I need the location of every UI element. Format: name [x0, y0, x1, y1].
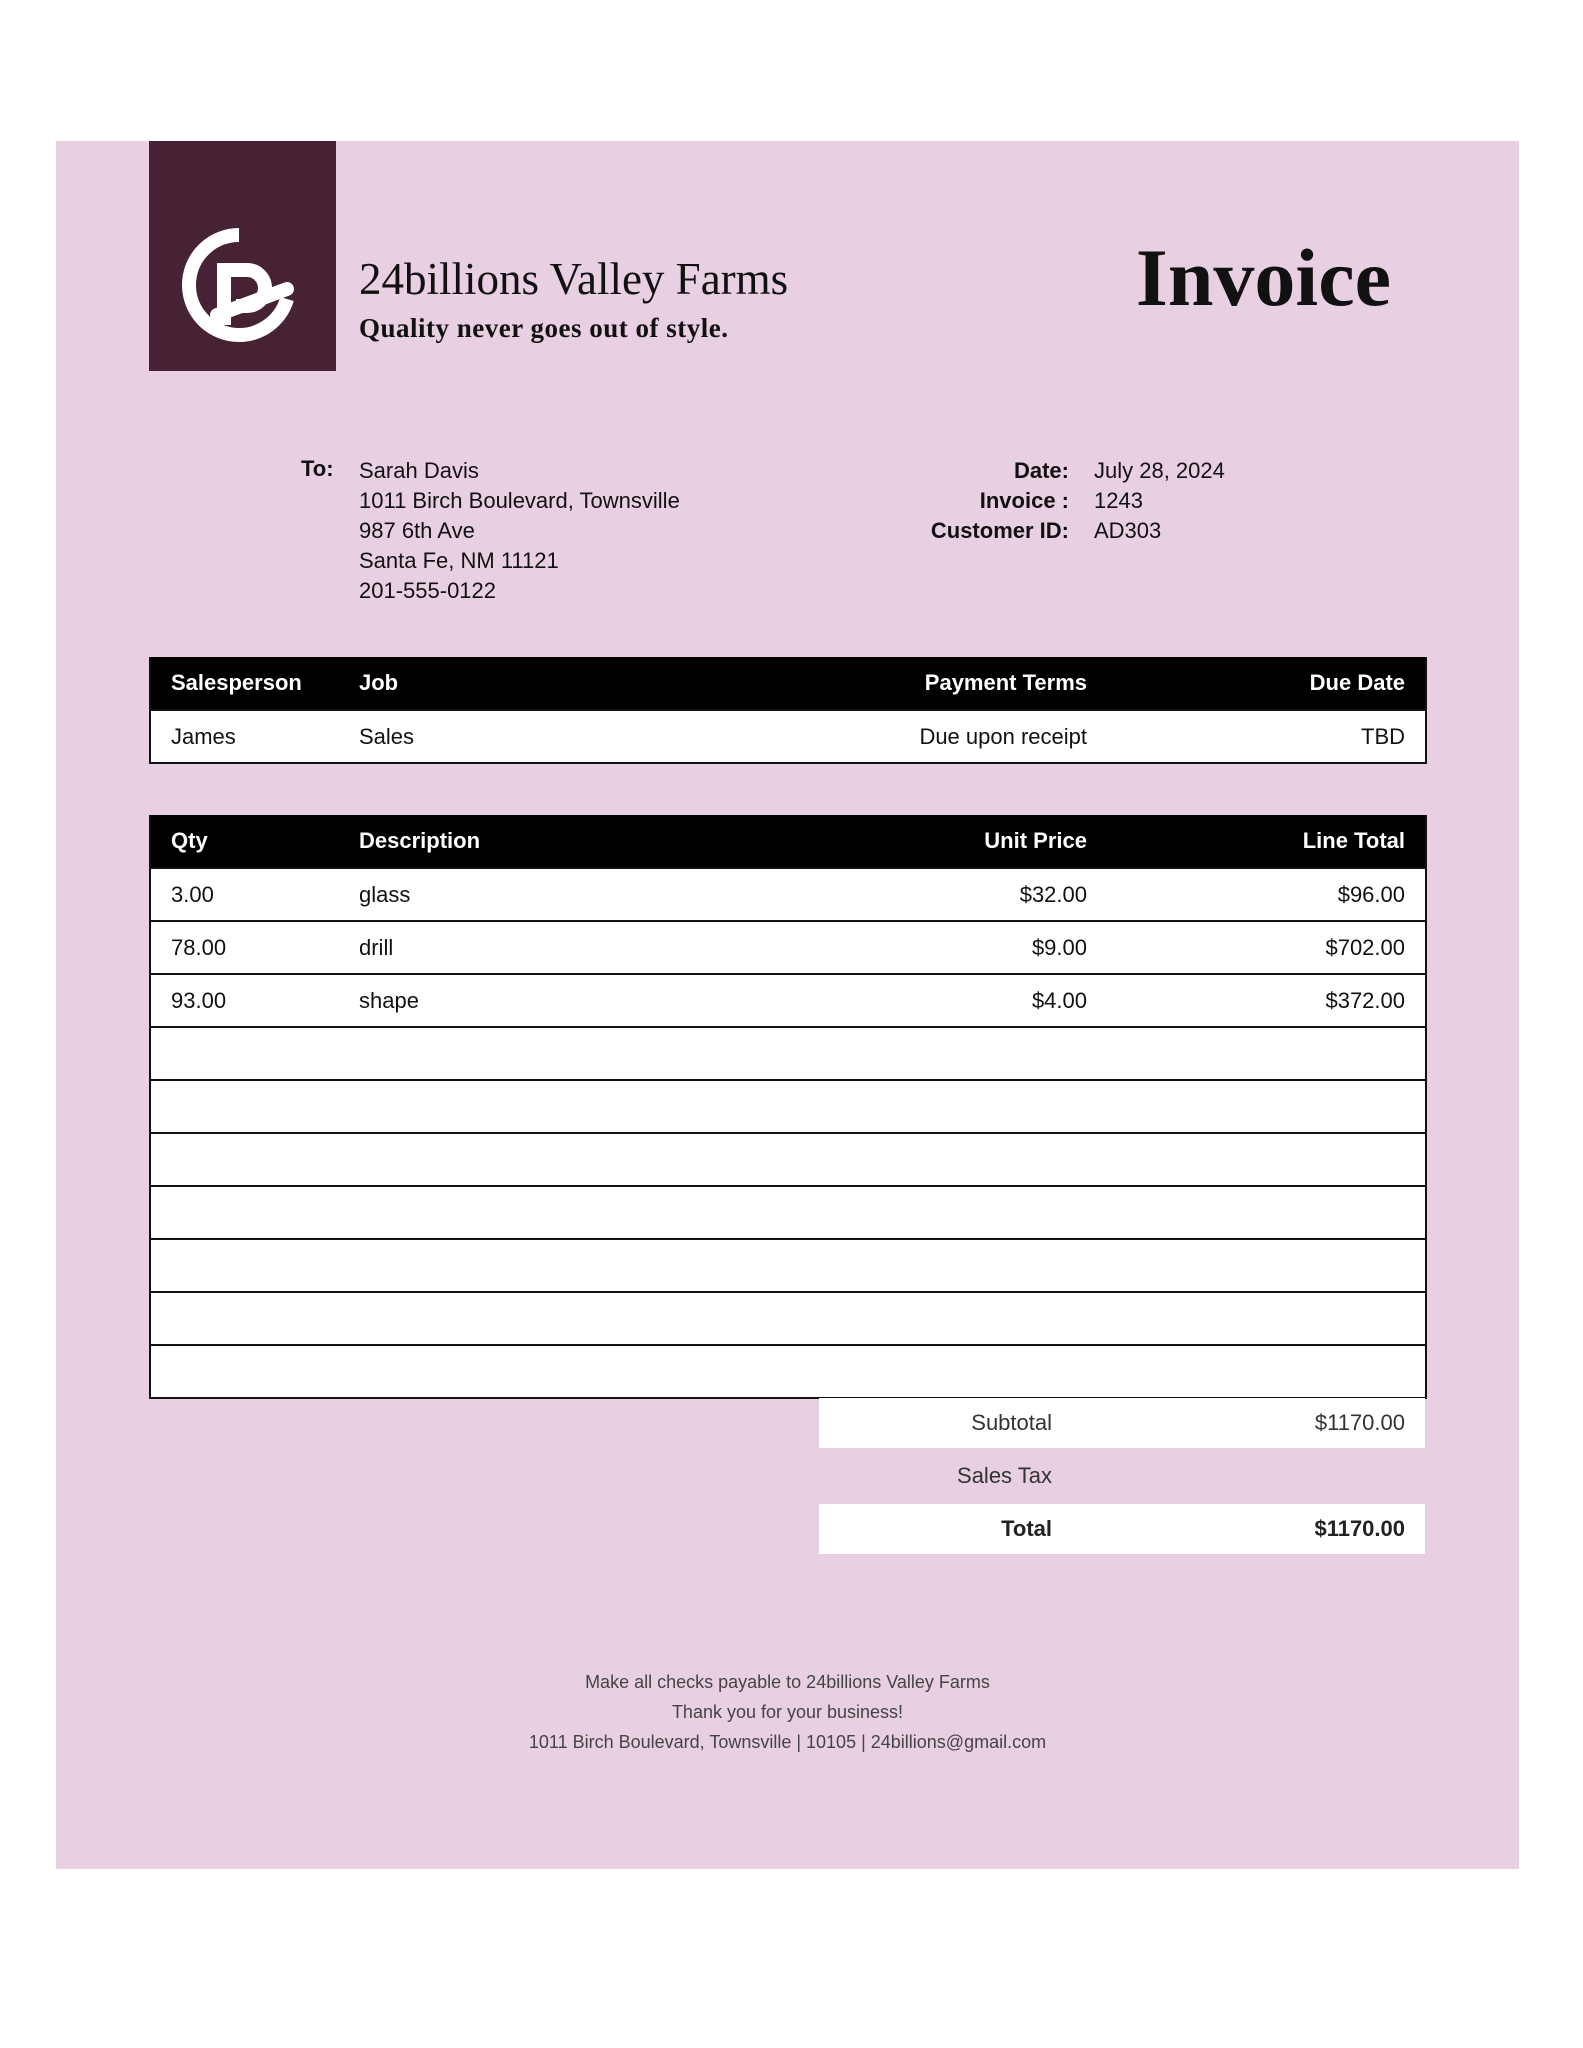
table-header-row	[150, 815, 1426, 868]
empty-table-row	[150, 1345, 1426, 1398]
totals-block	[819, 1398, 1425, 1557]
p-circle-logo-icon	[179, 225, 299, 345]
table-row	[150, 974, 1426, 1027]
description-cell: drill	[339, 921, 841, 974]
job-cell: Sales	[339, 710, 841, 763]
qty-cell: 78.00	[150, 921, 339, 974]
payment-terms-cell: Due upon receipt	[841, 710, 1107, 763]
description-cell: glass	[339, 868, 841, 921]
description-cell: shape	[339, 974, 841, 1027]
line-total-cell: $702.00	[1107, 921, 1426, 974]
footer-payable-note: Make all checks payable to 24billions Valley Farms	[585, 1672, 990, 1692]
sales-tax-label: Sales Tax	[957, 1463, 1052, 1488]
sales-info-table	[149, 657, 1427, 764]
line-total-cell: $96.00	[1107, 868, 1426, 921]
footer-contact: 1011 Birch Boulevard, Townsville | 10105 | 24billions@gmail.com	[528, 1732, 1047, 1752]
footer-thanks: Thank you for your business!	[671, 1702, 904, 1722]
document-title: Invoice	[1135, 232, 1391, 323]
bill-to-label: To:	[301, 456, 334, 481]
customer-address-line1: 1011 Birch Boulevard, Townsville	[359, 488, 680, 513]
empty-table-row	[150, 1292, 1426, 1345]
empty-table-row	[150, 1027, 1426, 1080]
table-header-row	[150, 657, 1426, 710]
empty-table-row	[150, 1133, 1426, 1186]
empty-table-row	[150, 1186, 1426, 1239]
qty-cell: 93.00	[150, 974, 339, 1027]
date-value: July 28, 2024	[1094, 458, 1225, 483]
invoice-number-label: Invoice :	[979, 488, 1069, 513]
header-qty: Qty	[150, 815, 339, 868]
invoice-number-row	[876, 486, 1225, 516]
invoice-footer	[56, 1667, 1519, 1757]
header-unit-price: Unit Price	[841, 815, 1107, 868]
sales-tax-row	[819, 1451, 1425, 1501]
header-line-total: Line Total	[1107, 815, 1426, 868]
company-tagline: Quality never goes out of style.	[359, 313, 729, 343]
customer-address-line2: 987 6th Ave	[359, 518, 475, 543]
subtotal-value: $1170.00	[1314, 1410, 1405, 1435]
unit-price-cell: $32.00	[841, 868, 1107, 921]
customer-phone: 201-555-0122	[359, 578, 497, 603]
total-label: Total	[1001, 1516, 1052, 1541]
header-job: Job	[339, 657, 841, 710]
header-due-date: Due Date	[1107, 657, 1426, 710]
invoice-number-value: 1243	[1094, 488, 1143, 513]
customer-name: Sarah Davis	[359, 458, 479, 483]
date-label: Date:	[1013, 458, 1069, 483]
customer-id-label: Customer ID:	[930, 518, 1069, 543]
unit-price-cell: $4.00	[841, 974, 1107, 1027]
line-total-cell: $372.00	[1107, 974, 1426, 1027]
header-salesperson: Salesperson	[150, 657, 339, 710]
table-row	[150, 868, 1426, 921]
total-value: $1170.00	[1314, 1516, 1405, 1541]
company-name: 24billions Valley Farms	[359, 254, 789, 304]
header-payment-terms: Payment Terms	[841, 657, 1107, 710]
total-row	[819, 1504, 1425, 1554]
subtotal-label: Subtotal	[971, 1410, 1052, 1435]
company-logo	[149, 141, 336, 371]
empty-table-row	[150, 1080, 1426, 1133]
customer-id-value: AD303	[1094, 518, 1162, 543]
customer-id-row	[876, 516, 1225, 546]
bill-to-address	[359, 456, 680, 606]
subtotal-row	[819, 1398, 1425, 1448]
date-row	[876, 456, 1225, 486]
header-description: Description	[339, 815, 841, 868]
empty-table-row	[150, 1239, 1426, 1292]
salesperson-cell: James	[150, 710, 339, 763]
qty-cell: 3.00	[150, 868, 339, 921]
line-items-table	[149, 815, 1427, 1399]
table-row	[150, 710, 1426, 763]
customer-city-state-zip: Santa Fe, NM 11121	[359, 548, 559, 573]
due-date-cell: TBD	[1107, 710, 1426, 763]
invoice-meta	[876, 456, 1225, 546]
invoice-sheet	[56, 141, 1519, 1869]
table-row	[150, 921, 1426, 974]
unit-price-cell: $9.00	[841, 921, 1107, 974]
